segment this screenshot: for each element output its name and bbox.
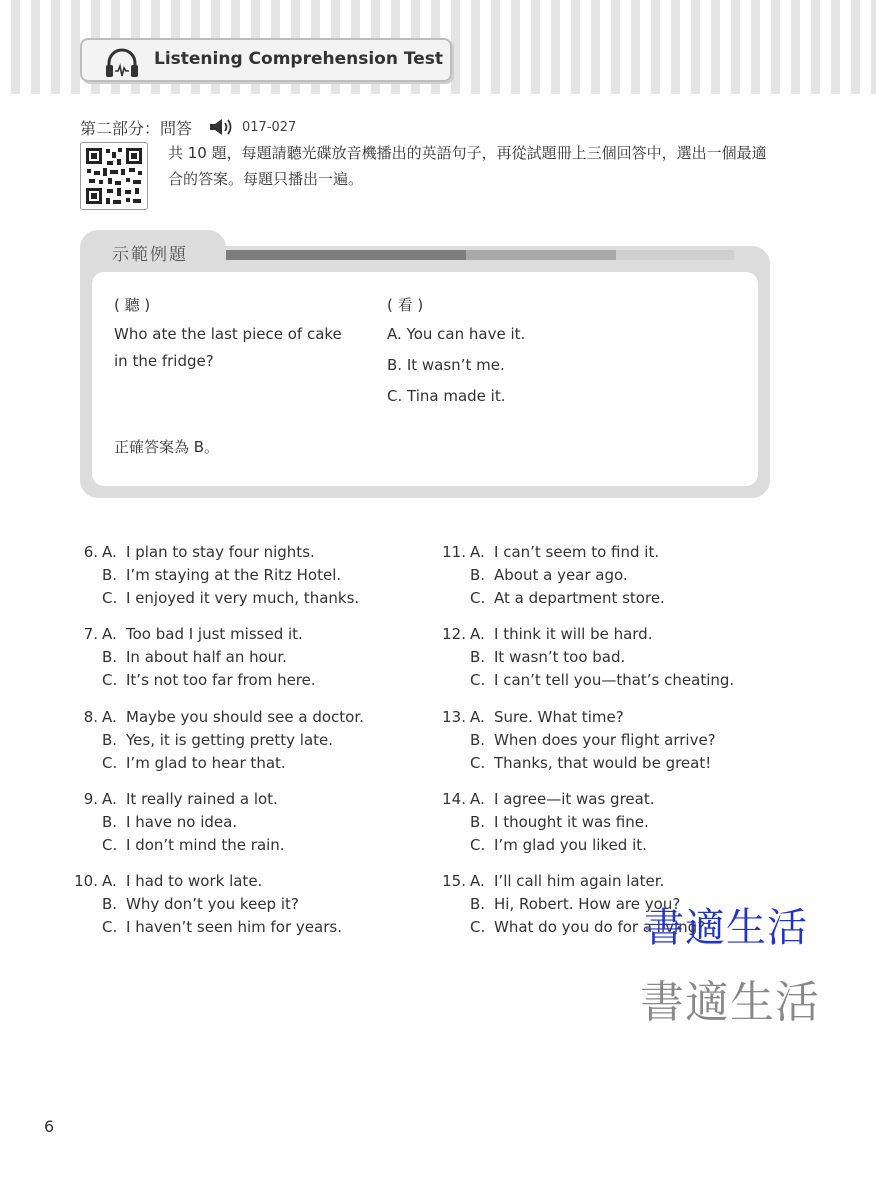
option-letter: C. [470,671,486,689]
option-text: Sure. What time? [494,708,624,726]
track-number: 017-027 [242,119,297,135]
option-text: I don’t mind the rain. [126,836,285,854]
answer-option [102,708,364,731]
speaker-icon [208,117,236,137]
option-text: I agree—it was great. [494,790,655,808]
look-label: ( 看 ) [387,296,424,314]
option-text: Hi, Robert. How are you? [494,895,681,913]
example-option: B. It wasn’t me. [387,356,505,374]
option-letter: C. [470,918,486,936]
answer-option [102,790,278,813]
option-text: I’m staying at the Ritz Hotel. [126,566,342,584]
headphones-icon [104,46,140,80]
option-text: What do you do for a living? [494,918,706,936]
option-letter: C. [102,918,118,936]
answer-option [470,836,647,859]
answer-option [102,813,237,836]
option-letter: A. [470,543,485,561]
answer-option [470,566,628,589]
question-number: 12. [442,625,466,643]
option-text: I’m glad to hear that. [126,754,286,772]
option-letter: A. [470,790,485,808]
option-text: I can’t seem to find it. [494,543,660,561]
answer-option [470,813,649,836]
answer-option [102,872,262,895]
option-text: I had to work late. [126,872,263,890]
option-text: About a year ago. [494,566,628,584]
option-text: I’ll call him again later. [494,872,665,890]
answer-option [470,625,652,648]
option-letter: B. [102,895,118,913]
option-letter: B. [102,731,118,749]
example-answer: 正確答案為 B。 [114,438,220,456]
option-text: Too bad I just missed it. [126,625,303,643]
option-text: Maybe you should see a doctor. [126,708,364,726]
instructions: 共 10 題，每題請聽光碟放音機播出的英語句子，再從試題冊上三個回答中，選出一個最適合的答案。每題只播出一遍。 [168,144,767,188]
option-letter: A. [470,872,485,890]
option-letter: C. [102,671,118,689]
option-text: I enjoyed it very much, thanks. [126,589,360,607]
option-text: When does your flight arrive? [494,731,716,749]
listen-label: ( 聽 ) [114,296,151,314]
answer-option [102,754,286,777]
page-number: 6 [44,1117,55,1136]
option-letter: B. [470,895,486,913]
answer-option [102,836,285,859]
option-letter: C. [470,754,486,772]
watermark: 書適生活 [644,905,808,951]
option-text: At a department store. [494,589,665,607]
option-letter: B. [470,566,486,584]
answer-option [102,566,341,589]
title-banner [80,38,452,82]
section-heading [80,116,296,138]
option-letter: C. [470,589,486,607]
question-number: 6. [83,543,98,561]
option-letter: B. [470,731,486,749]
question-number: 13. [442,708,466,726]
question-number: 15. [442,872,466,890]
option-letter: C. [102,836,118,854]
answer-option [102,918,342,941]
option-letter: B. [102,813,118,831]
option-letter: A. [102,790,117,808]
answer-option [470,648,625,671]
option-text: I think it will be hard. [494,625,653,643]
option-letter: A. [102,625,117,643]
answer-option [470,671,734,694]
option-text: I haven’t seen him for years. [126,918,342,936]
option-letter: B. [470,813,486,831]
question-number: 8. [83,708,98,726]
option-text: It wasn’t too bad. [494,648,626,666]
option-text: I have no idea. [126,813,238,831]
option-text: I plan to stay four nights. [126,543,315,561]
question-number: 7. [83,625,98,643]
answer-option [470,872,664,895]
option-text: I thought it was fine. [494,813,649,831]
answer-option [102,648,287,671]
answer-option [102,671,316,694]
example-question: in the fridge? [114,352,214,370]
option-letter: A. [102,872,117,890]
answer-option [470,589,665,612]
answer-option [470,731,716,754]
decorative-bar [226,250,466,260]
test-title: Listening Comprehension Test [154,49,443,69]
option-letter: A. [102,708,117,726]
answer-option [102,589,359,612]
answer-option [102,625,303,648]
option-text: It really rained a lot. [126,790,278,808]
answer-option [470,790,655,813]
example-question: Who ate the last piece of cake [114,325,342,343]
option-text: Thanks, that would be great! [494,754,712,772]
option-text: I can’t tell you—that’s cheating. [494,671,735,689]
option-letter: A. [470,708,485,726]
option-text: I’m glad you liked it. [494,836,647,854]
option-text: In about half an hour. [126,648,287,666]
answer-option [470,708,624,731]
question-number: 11. [442,543,466,561]
option-text: Yes, it is getting pretty late. [126,731,334,749]
decorative-bar [466,250,616,260]
option-letter: A. [470,625,485,643]
option-letter: B. [102,566,118,584]
qr-code-icon [80,142,148,210]
option-letter: A. [102,543,117,561]
section-title: 第二部分：問答 [80,118,193,138]
question-number: 9. [83,790,98,808]
option-letter: B. [102,648,118,666]
example-label: 示範例題 [112,245,188,265]
watermark: 書適生活 [640,977,820,1028]
question-number: 14. [442,790,466,808]
option-letter: C. [470,836,486,854]
question-number: 10. [74,872,98,890]
option-letter: B. [470,648,486,666]
answer-option [102,731,333,754]
option-letter: C. [102,754,118,772]
answer-option [470,754,711,777]
answer-option [102,543,315,566]
decorative-bar [616,250,734,260]
example-option: C. Tina made it. [387,387,506,405]
answer-option [102,895,299,918]
option-text: It’s not too far from here. [126,671,316,689]
example-option: A. You can have it. [387,325,526,343]
option-letter: C. [102,589,118,607]
answer-option [470,543,659,566]
option-text: Why don’t you keep it? [126,895,299,913]
